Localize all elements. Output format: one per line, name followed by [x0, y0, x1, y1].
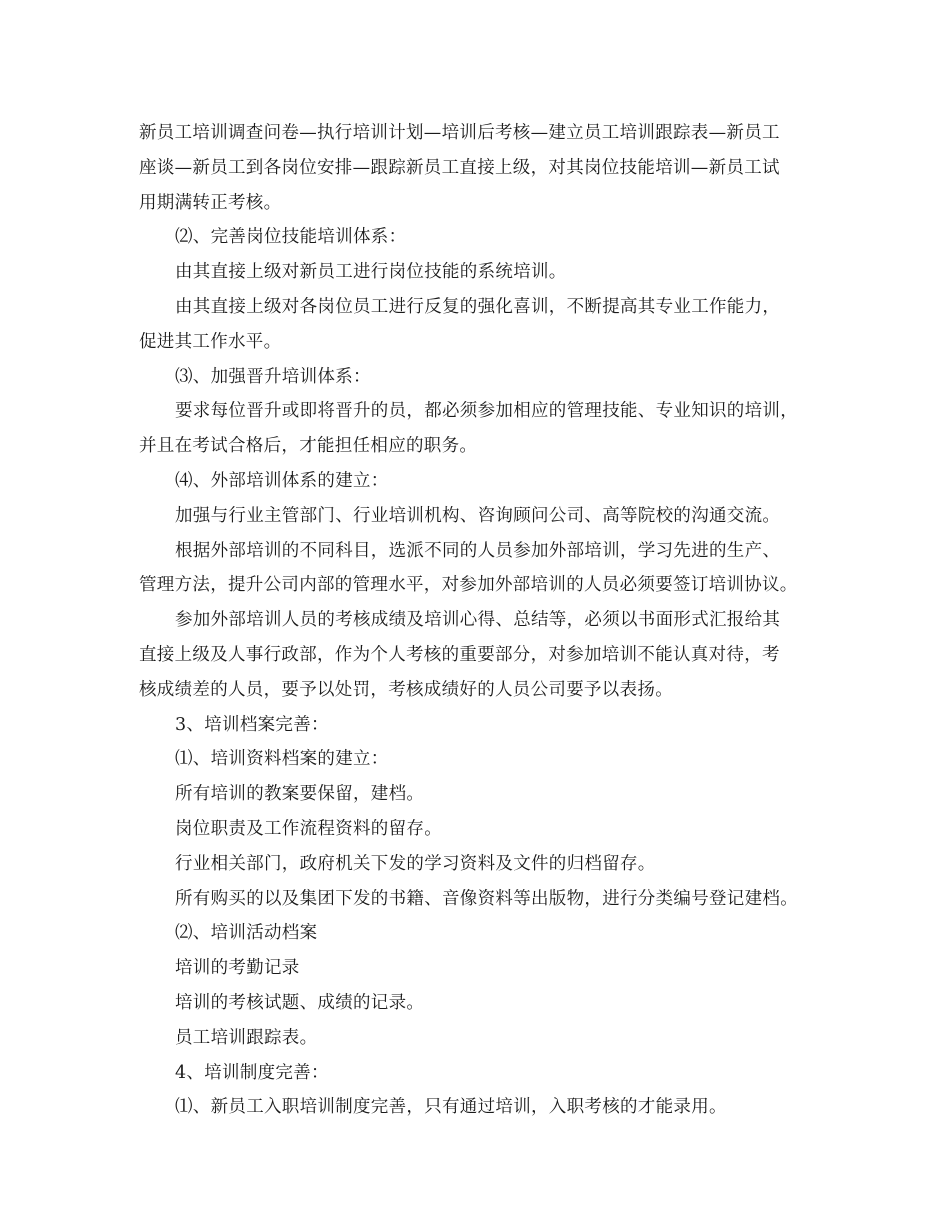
text-line-10: 并且在考试合格后，才能担任相应的职务。	[139, 436, 478, 457]
text-line-27: 员工培训跟踪表。	[175, 1027, 318, 1048]
text-line-15: 参加外部培训人员的考核成绩及培训心得、总结等，必须以书面形式汇报给其	[175, 610, 781, 631]
section-heading-2: ⑵、完善岗位技能培训体系：	[175, 227, 407, 248]
text-line-1: 新员工培训调查问卷—执行培训计划—培训后考核—建立员工培训跟踪表—新员工	[139, 123, 780, 143]
text-line-23: 所有购买的以及集团下发的书籍、音像资料等出版物，进行分类编号登记建档。	[175, 888, 798, 909]
text-line-16: 直接上级及人事行政部，作为个人考核的重要部分，对参加培训不能认真对待，考	[139, 644, 780, 665]
text-line-6: 由其直接上级对各岗位员工进行反复的强化喜训，不断提高其专业工作能力，	[175, 296, 781, 317]
text-line-12: 加强与行业主管部门、行业培训机构、咨询顾问公司、高等院校的沟通交流。	[175, 505, 781, 526]
text-line-22: 行业相关部门，政府机关下发的学习资料及文件的归档留存。	[175, 853, 656, 874]
text-line-14: 管理方法，提升公司内部的管理水平，对参加外部培训的人员必须要签订培训协议。	[139, 575, 798, 596]
text-line-25: 培训的考勤记录	[175, 958, 300, 979]
text-line-3: 用期满转正考核。	[139, 192, 282, 213]
text-line-26: 培训的考核试题、成绩的记录。	[175, 992, 425, 1013]
text-line-9: 要求每位晋升或即将晋升的员，都必须参加相应的管理技能、专业知识的培训，	[175, 401, 798, 422]
text-line-5: 由其直接上级对新员工进行岗位技能的系统培训。	[175, 262, 567, 283]
section-heading-3: ⑶、加强晋升培训体系：	[175, 366, 371, 387]
text-line-2: 座谈—新员工到各岗位安排—跟踪新员工直接上级，对其岗位技能培训—新员工试	[139, 157, 780, 178]
document-body	[139, 116, 819, 1125]
subsection-heading-activities: ⑵、培训活动档案	[175, 923, 318, 944]
text-line-7: 促进其工作水平。	[139, 331, 282, 352]
text-line-20: 所有培训的教案要保留，建档。	[175, 784, 425, 805]
section-heading-system: 4、培训制度完善：	[175, 1062, 329, 1083]
section-heading-4: ⑷、外部培训体系的建立：	[175, 470, 389, 491]
text-line-21: 岗位职责及工作流程资料的留存。	[175, 818, 442, 839]
subsection-heading-materials: ⑴、培训资料档案的建立：	[175, 749, 389, 770]
text-line-17: 核成绩差的人员，要予以处罚，考核成绩好的人员公司要予以表扬。	[139, 679, 673, 700]
text-line-29: ⑴、新员工入职培训制度完善，只有通过培训，入职考核的才能录用。	[175, 1097, 727, 1118]
section-heading-archive: 3、培训档案完善：	[175, 714, 329, 735]
text-line-13: 根据外部培训的不同科目，选派不同的人员参加外部培训，学习先进的生产、	[175, 540, 781, 561]
